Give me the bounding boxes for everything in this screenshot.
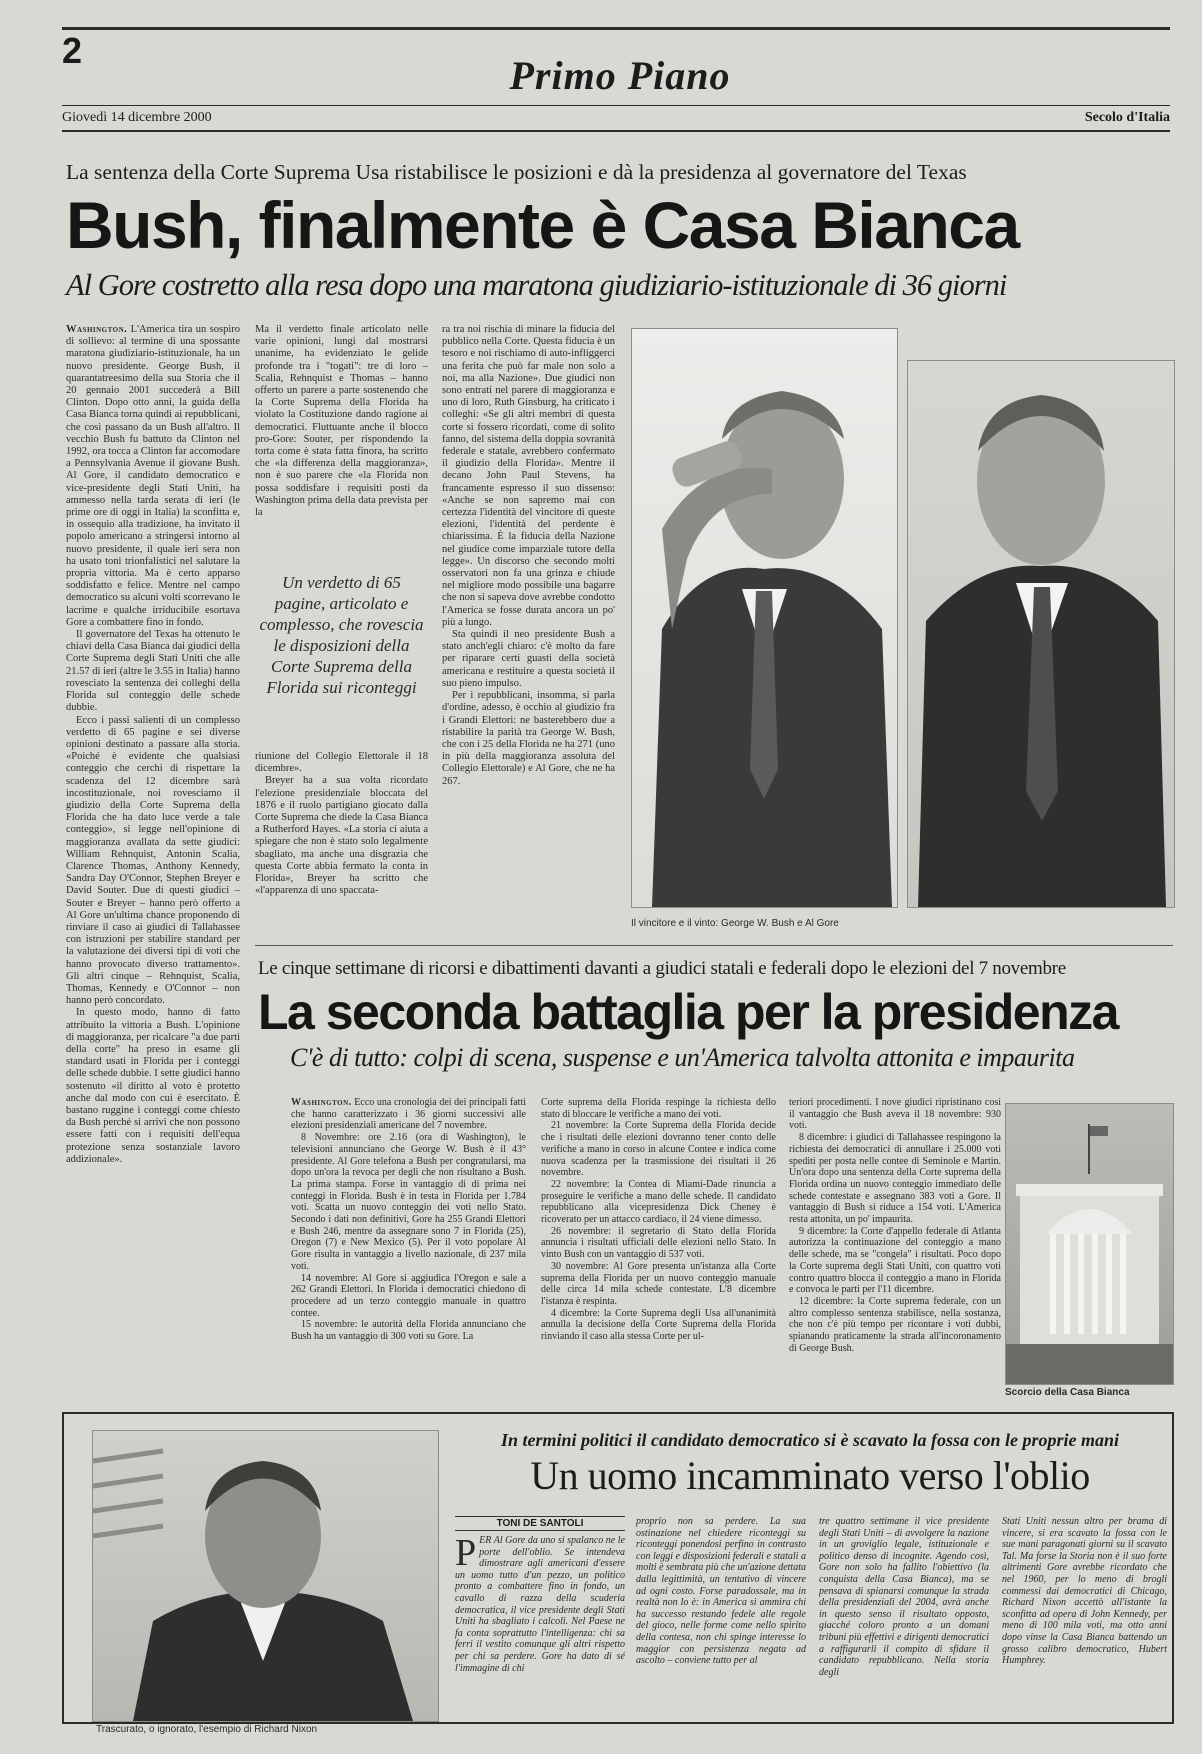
dropcap: P bbox=[455, 1535, 477, 1574]
article1-text: riunione del Collegio Elettorale il 18 dicembre». bbox=[255, 751, 428, 775]
article2-kicker: Le cinque settimane di ricorsi e dibattimenti davanti a giudici statali e federali dopo le elezioni del 7 novembre bbox=[258, 958, 1066, 979]
article3-text: Stati Uniti nessun altro per brama di vincere, si era scavato la fossa con le sue mani paragonati giorni su il scavato Tal. Ma forse la Storia non è il suo forte altrimenti Gore avrebbe ricordato che nel 1960, per lo meno di brogli commessi dai democratici di Chicago, Richard Nixon accettò all'istante la sconfitta ad opera di John Kennedy, per meno di 100 mila voti, ma otto anni dopo vinse la Casa Bianca battendo un grosso calibro democratico, Hubert Humphrey. bbox=[1002, 1516, 1167, 1667]
article3-kicker: In termini politici il candidato democratico si è scavato la fossa con le proprie mani bbox=[501, 1430, 1119, 1450]
article2-text: 9 dicembre: la Corte d'appello federale di Atlanta autorizza la continuazione del conteggio a mano delle schede, ma se "congela" i risultati. Poco dopo la Corte suprema degli Stati Uniti, con quattro voti contro quattro blocca il conteggio a mano in Florida e convoca le parti per l'11 dicembre. bbox=[789, 1225, 1001, 1296]
pull-quote: Un verdetto di 65 pagine, articolato e complesso, che rovescia le disposizioni della Corte Suprema della Florida sui riconteggi bbox=[259, 573, 424, 697]
photo-nixon bbox=[92, 1430, 439, 1722]
article3-text: tre quattro settimane il vice presidente degli Stati Uniti – di avvolgere la nazione in un groviglio legale, istituzionale e politico denso di incognite. Agendo così, Gore non solo ha fallito l'obiettivo (la conquista della Casa Bianca), ma se pensava di spianarsi comunque la strada della presidenziali del 2004, avrà anche in questo senso il risultato opposto, giacché coloro pronto a un domani tribuni più effettivi e dirigenti democratici a raffigurarli il compito di sfidare il candidato repubblicano. Nella storia degli bbox=[819, 1516, 989, 1678]
top-rule bbox=[62, 27, 1170, 30]
section-divider bbox=[255, 945, 1173, 946]
article2-column-1 bbox=[291, 1097, 526, 1382]
article1-text: Il governatore del Texas ha ottenuto le chiavi della Casa Bianca dai giudici della Corte Suprema degli Stati Uniti che alle 21.57 di ieri (altre le 3.55 in Italia) hanno rovesciato la sentenza dei colleghi della Florida sul conteggio delle schede dubbie. bbox=[66, 629, 240, 714]
article2-text: 30 novembre: Al Gore presenta un'istanza alla Corte suprema della Florida per un nuovo conteggio manuale delle circa 14 mila schede contestate. L'8 dicembre l'istanza è respinta. bbox=[541, 1260, 776, 1307]
issue-date: Giovedì 14 dicembre 2000 bbox=[62, 110, 212, 125]
article1-column-2 bbox=[255, 324, 428, 556]
article2-text: 14 novembre: Al Gore si aggiudica l'Oregon e sale a 262 Grandi Elettori. In Florida i democratici chiedono di procedere ad un terzo conteggio manuale in quattro contee. bbox=[291, 1272, 526, 1319]
article1-text: Breyer ha a sua volta ricordato l'elezione presidenziale bloccata del 1876 e il ruolo partigiano giocato dalla Corte Suprema che diede la Casa Bianca a Rutherford Hayes. «La storia ci aiuta a spiegare che non è stato solo legalmente sbagliato, ma anche una disgrazia che questa Corte abbia fermato la conta in Florida», Breyer ha scritto che «l'apparenza di uno spaccata- bbox=[255, 775, 428, 897]
photo-caption-bush-gore: Il vincitore e il vinto: George W. Bush e Al Gore bbox=[631, 918, 839, 929]
article3-column-4 bbox=[1002, 1516, 1167, 1723]
article2-column-3 bbox=[789, 1097, 1001, 1382]
gore-portrait-illustration bbox=[908, 361, 1174, 907]
white-house-illustration bbox=[1006, 1104, 1173, 1384]
article1-column-1 bbox=[66, 324, 240, 1386]
photo-caption-nixon: Trascurato, o ignorato, l'esempio di Richard Nixon bbox=[96, 1724, 318, 1735]
article2-text: 26 novembre: il segretario di Stato della Florida annuncia i risultati ufficiali delle elezioni nello Stato. In vinto Bush con un vantaggio di 537 voti. bbox=[541, 1225, 776, 1261]
article2-text: 21 novembre: la Corte Suprema della Florida decide che i risultati delle elezioni dovranno tener conto delle verifiche a mano in corso in alcune Contee e indica come nuova scadenza per la trasmissione dei risultati il 26 novembre. bbox=[541, 1120, 776, 1179]
article2-dateline: Washington. bbox=[291, 1097, 352, 1108]
article3-byline: TONI DE SANTOLI bbox=[455, 1516, 625, 1531]
article2-text: 8 Novembre: ore 2.16 (ora di Washington), le televisioni annunciano che George W. Bush è il 43° presidente. Al Gore telefona a Bush per congratularsi, ma dopo un'ora la revoca per degli che non risultano a Bush. La prima stampa. Forse in vantaggio di di prima nei conteggi in Florida. Bush è in testa in Florida per 1.784 voti. Scatta un nuovo conteggio dei voti nello Stato. Secondo i dati non definitivi, Gore ha 255 Grandi Elettori e Bush 246, mentre da assegnare sono 7 in Florida (25), Oregon (7) e New Mexico (5). Per il voto popolare Al Gore risulta in vantaggio a livello nazionale, di 237 mila voti. bbox=[291, 1132, 526, 1272]
article1-dateline: Washington. bbox=[66, 324, 128, 335]
article2-text: 15 novembre: le autorità della Florida annunciano che Bush ha un vantaggio di 300 voti su Gore. La bbox=[291, 1319, 526, 1343]
article1-text: In questo modo, hanno di fatto attribuito la vittoria a Bush. L'opinione di maggioranza, per ricalcare "a due parti della corte" ha preso in esame gli standard usati in Florida per i conteggi delle schede dubbie. I sette giudici hanno sostenuto «il diritto al voto è protetto anche dal modo con cui è esercitato. È bastano ruggine i conteggi come chiesto da Bush perché si arrivi che non possono essere fatti con i requisiti dell'equa protezione senza sostanziale lavoro addizionale». bbox=[66, 1007, 240, 1165]
photo-gore bbox=[907, 360, 1175, 908]
bush-portrait-illustration bbox=[632, 329, 897, 907]
article2-text: 4 dicembre: la Corte Suprema degli Usa all'unanimità annulla la decisione della Corte Suprema della Florida rinviando il caso alla stessa Corte per ul- bbox=[541, 1307, 776, 1343]
newspaper-name: Secolo d'Italia bbox=[1084, 110, 1170, 125]
section-title: Primo Piano bbox=[509, 53, 731, 98]
article1-text: Ecco i passi salienti di un complesso verdetto di 65 pagine e sei diverse opinioni destinato a passare alla storia. «Poiché è evidente che qualsiasi conteggio che cerchi di rispettare la scadenza del 12 dicembre sarà incostituzionale, noi rovesciamo il giudizio della Corte Suprema della Florida che ha dato luce verde a tale conteggio», si legge nell'opinione di maggioranza avallata da sette giudici: William Rehnquist, Antonin Scalia, Clarence Thomas, Anthony Kennedy, Sandra Day O'Connor, Stephen Breyer e David Souter. Due di questi giudici – Souter e Breyer – hanno però offerto a Al Gore un'ultima chance proponendo di rinviare il caso ai giudici di Tallahassee con istruzioni per stabilire standard per la valutazione dei diversi tipi di voti che hanno provocato diverso trattamento». Gli altri cinque – Rehnquist, Scalia, Thomas, Kennedy e O'Connor – non hanno però concordato. bbox=[66, 714, 240, 1007]
article2-text: teriori procedimenti. I nove giudici ripristinano così il vantaggio che Bush aveva il 18 novembre: 930 voti. bbox=[789, 1097, 1001, 1132]
article1-text: ra tra noi rischia di minare la fiducia del pubblico nella Corte. Questa fiducia è un tesoro e noi rischiamo di auto-infliggerci una ferita che può far male non solo a noi, ma alla Nazione». Due giudici non sono entrati nel parere di maggioranza e uno di loro, Ruth Ginsburg, ha criticato i colleghi: «Se gli altri membri di questa corte si fossero ricordati, come di solito fanno, del sistema della doppia sovranità federale e statale, avrebbero confermato il giudizio della Florida». Mentre il decano John Paul Stevens, ha francamente espresso il suo dissenso: «Anche se non sapremo mai con certezza l'identità del vincitore di queste elezioni, l'identità del perdente è chiarissima. È la fiducia della Nazione nel giudice come imparziale tutore della legge». Un discorso che secondo molti osservatori non fa una grinza e chiude nel migliore modo possibile una bagarre che non si sapeva dove avrebbe condotto l'America se fosse durata ancora un po' più a lungo. bbox=[442, 324, 615, 628]
article1-column-3 bbox=[442, 324, 615, 931]
article3-text: proprio non sa perdere. La sua ostinazione nel chiedere riconteggi su riconteggi ponendosi perfino in contrasto con leggi e disposizioni federali e statali a molti è sembrata più che un'azione dettata dalla legittimità, un tentativo di vincere ad ogni costo. Forse paradossale, ma in realtà non lo è: in America si ammira chi ha successo restando fedele alle regole del gioco, nelle forme come nello spirito della contesa, non chi spinge interesse lo maggior con persistenza negata ad ascolto – conviene tutto per al bbox=[636, 1516, 806, 1667]
article1-subhead: Al Gore costretto alla resa dopo una maratona giudiziario-istituzionale di 36 giorni bbox=[66, 268, 1007, 302]
article3-column-1 bbox=[455, 1535, 625, 1723]
article3-column-3 bbox=[819, 1516, 989, 1723]
article1-headline: Bush, finalmente è Casa Bianca bbox=[66, 188, 1019, 262]
article3-headline: Un uomo incamminato verso l'oblio bbox=[530, 1453, 1090, 1498]
article1-text: Sta quindi il neo presidente Bush a stato anch'egli chiaro: c'è molto da fare per riparare certi guasti della società americana e restituire a questa società il suo pieno impulso. bbox=[442, 629, 615, 689]
photo-white-house bbox=[1005, 1103, 1174, 1385]
article2-column-2 bbox=[541, 1097, 776, 1382]
page-number: 2 bbox=[62, 30, 83, 71]
article1-text: Ma il verdetto finale articolato nelle varie opinioni, lungi dal mostrarsi unanime, ha evidenziato le gelide profonde tra i "togati": tre di loro – Scalia, Rehnquist e Thomas – hanno offerto un parere a parte sostenendo che la Corte Suprema della Florida ha violato la Costituzione dando ragione ai democratici. Fluttuante anche il blocco pro-Gore: Souter, per rispondendo la torta come è stata fatta finora, ha scritto che «la differenza della maggioranza», non è suo parere che «la Florida non possa soddisfare i requisiti posti da Washington prima della data prevista per la bbox=[255, 324, 428, 519]
nixon-portrait-illustration bbox=[93, 1431, 438, 1721]
masthead-bottom-rule bbox=[62, 130, 1170, 132]
photo-bush bbox=[631, 328, 898, 908]
article2-text: Corte suprema della Florida respinge la richiesta dello stato di bloccare le verifiche a mano dei voti. bbox=[541, 1097, 776, 1120]
article1-column-2b bbox=[255, 751, 428, 931]
photo-caption-white-house: Scorcio della Casa Bianca bbox=[1005, 1387, 1130, 1398]
article1-text: L'America tira un sospiro di sollievo: al termine di una spossante maratona giudiziario-istituzionale, ha un nuovo presidente. George Bush, il quarantatreesimo della sua Storia che il 20 gennaio 2001 succederà a Bill Clinton. Dopo otto anni, la guida della Casa Bianca torna quindi ai repubblicani, che così passano da un Bush all'altro. Il vecchio Bush fu battuto da Clinton nel 1992, ora tocca a Clinton far accomodare a Pennsylvania Avenue il giovane Bush. Al Gore, il candidato democratico e vice-presidente degli Stati Uniti, ha ammesso nella tarda serata di ieri (le prime ore di oggi in Italia) la sconfitta e, in ossequio alla tradizione, ha invitato il popolo americano a stringersi intorno al nuovo presidente, il quale ieri sera non ha usato toni trionfalistici nel salutare la propria vittoria. Ma è certo apparso soddisfatto e felice. Mentre nel campo democratico su alcuni volti scorrevano le lacrime e qualche irriducibile esortava Gore a combattere fino in fondo. bbox=[66, 324, 240, 628]
article3-column-2 bbox=[636, 1516, 806, 1723]
article1-text: Per i repubblicani, insomma, si parla d'ordine, adesso, è occhio al giudizio fra i Grandi Elettori: ne basterebbero due a ristabilire la parità tra George W. Bush, che con i 25 della Florida ne ha 271 (uno in più della maggioranza assoluta del Collegio Elettorale) e Al Gore, che ne ha 267. bbox=[442, 690, 615, 787]
article2-subhead: C'è di tutto: colpi di scena, suspense e un'America talvolta attonita e impaurita bbox=[290, 1043, 1075, 1072]
article2-text: 12 dicembre: la Corte suprema federale, con un altro complesso sentenza stabilisce, nella sostanza, che non c'è più tempo per ricontare i voti dubbi, spianando praticamente la strada all'incoronamento di George Bush. bbox=[789, 1295, 1001, 1354]
article2-text: Ecco una cronologia dei dei principali fatti che hanno caratterizzato i 36 giorni successivi alle elezioni presidenziali americane del 7 novembre. bbox=[291, 1097, 526, 1132]
article2-text: 22 novembre: la Contea di Miami-Dade rinuncia a proseguire le verifiche a mano delle schede. Il candidato repubblicano alla vicepresidenza Dick Cheney è ricoverato per un attacco cardiaco, il 24 viene dimesso. bbox=[541, 1178, 776, 1226]
article2-headline: La seconda battaglia per la presidenza bbox=[258, 984, 1118, 1040]
article3-text: ER Al Gore da uno si spalanco ne le porte dell'oblio. Se intendeva dimostrare agli americani d'essere un uomo tutto d'un pezzo, un politico pronto a combattere fino in fondo, un cavallo di razza della scuderia democratica, il vice presidente degli Stati Uniti ha sbagliato i calcoli. Nel Paese ne fa conta soprattutto l'intelligenza: chi sa ferri il vestito comunque gli altri rispetto per chi sa perdere. Gore ha dato di sé l'immagine di chi bbox=[455, 1535, 625, 1674]
masthead-rule bbox=[62, 105, 1170, 106]
article2-text: 8 dicembre: i giudici di Tallahassee respingono la richiesta dei democratici di annullare i 25.000 voti spediti per posta nelle contee di Seminole e Martin. Un'ora dopo una sentenza della Corte suprema della Florida ordina un nuovo conteggio immediato delle schede contestate e assegnano 383 voti a Gore. Il vantaggio di Bush si riduce a 154 voti. L'America resta attonita, un po' impaurita. bbox=[789, 1132, 1001, 1226]
article1-kicker: La sentenza della Corte Suprema Usa ristabilisce le posizioni e dà la presidenza al governatore del Texas bbox=[66, 160, 967, 184]
